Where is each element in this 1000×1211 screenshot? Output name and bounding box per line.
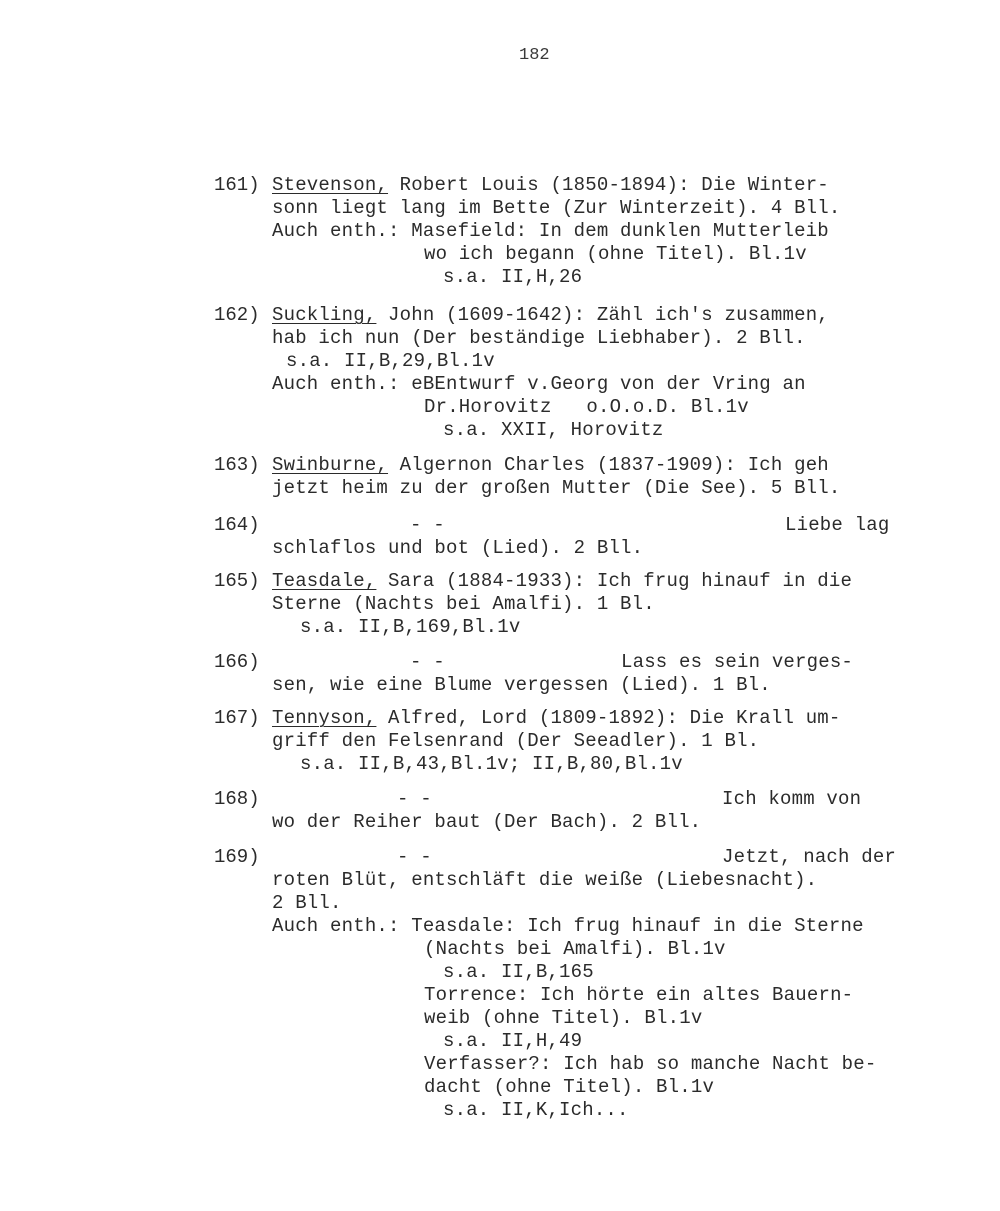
cross-reference: s.a. II,K,Ich... (443, 1099, 629, 1121)
entry-number: 166) (214, 651, 260, 673)
entry-line: wo ich begann (ohne Titel). Bl.1v (424, 243, 807, 265)
entry-line: Auch enth.: Masefield: In dem dunklen Mutterleib (272, 220, 829, 242)
entry-line: Tennyson, Alfred, Lord (1809-1892): Die Krall um- (272, 707, 841, 729)
entry-line: sonn liegt lang im Bette (Zur Winterzeit). 4 Bll. (272, 197, 841, 219)
entry-line: Auch enth.: Teasdale: Ich frug hinauf in die Sterne (272, 915, 864, 937)
cross-reference: s.a. II,H,49 (443, 1030, 583, 1052)
entry-line: Sterne (Nachts bei Amalfi). 1 Bl. (272, 593, 655, 615)
entry-line: Auch enth.: eBEntwurf v.Georg von der Vring an (272, 373, 806, 395)
entry-line: Verfasser?: Ich hab so manche Nacht be- (424, 1053, 877, 1075)
author-name: Suckling, (272, 304, 377, 326)
ditto-dash: - - (410, 514, 445, 536)
entry-line: Teasdale, Sara (1884-1933): Ich frug hinauf in die (272, 570, 853, 592)
ditto-dash: - - (410, 651, 445, 673)
entry-line: Torrence: Ich hörte ein altes Bauern- (424, 984, 854, 1006)
entry-line: jetzt heim zu der großen Mutter (Die See). 5 Bll. (272, 477, 841, 499)
entry-line: Stevenson, Robert Louis (1850-1894): Die Winter- (272, 174, 829, 196)
entry-line: griff den Felsenrand (Der Seeadler). 1 Bl. (272, 730, 760, 752)
entry-line: Ich komm von (722, 788, 862, 810)
entry-line: Suckling, John (1609-1642): Zähl ich's zusammen, (272, 304, 829, 326)
cross-reference: s.a. II,B,43,Bl.1v; II,B,80,Bl.1v (300, 753, 683, 775)
entry-number: 161) (214, 174, 260, 196)
entry-line: Dr.Horovitz o.O.o.D. Bl.1v (424, 396, 749, 418)
entry-line: hab ich nun (Der beständige Liebhaber). 2 Bll. (272, 327, 806, 349)
entry-number: 168) (214, 788, 260, 810)
page-number: 182 (519, 46, 550, 65)
entry-line: 2 Bll. (272, 892, 342, 914)
entry-line: wo der Reiher baut (Der Bach). 2 Bll. (272, 811, 702, 833)
author-name: Tennyson, (272, 707, 377, 729)
entry-number: 163) (214, 454, 260, 476)
entry-line: roten Blüt, entschläft die weiße (Liebesnacht). (272, 869, 818, 891)
cross-reference: s.a. II,H,26 (443, 266, 583, 288)
entry-number: 169) (214, 846, 260, 868)
entry-line: schlaflos und bot (Lied). 2 Bll. (272, 537, 644, 559)
entry-number: 165) (214, 570, 260, 592)
entry-line: Liebe lag (785, 514, 890, 536)
entry-line: dacht (ohne Titel). Bl.1v (424, 1076, 715, 1098)
ditto-dash: - - (397, 788, 432, 810)
cross-reference: s.a. II,B,169,Bl.1v (300, 616, 521, 638)
entry-line: (Nachts bei Amalfi). Bl.1v (424, 938, 726, 960)
author-name: Swinburne, (272, 454, 389, 476)
cross-reference: s.a. II,B,165 (443, 961, 594, 983)
entry-line: weib (ohne Titel). Bl.1v (424, 1007, 703, 1029)
entry-number: 167) (214, 707, 260, 729)
author-name: Teasdale, (272, 570, 377, 592)
ditto-dash: - - (397, 846, 432, 868)
author-name: Stevenson, (272, 174, 389, 196)
entry-line: Swinburne, Algernon Charles (1837-1909): Ich geh (272, 454, 829, 476)
entry-number: 164) (214, 514, 260, 536)
cross-reference: s.a. XXII, Horovitz (443, 419, 664, 441)
entry-number: 162) (214, 304, 260, 326)
entry-line: sen, wie eine Blume vergessen (Lied). 1 Bl. (272, 674, 771, 696)
cross-reference: s.a. II,B,29,Bl.1v (286, 350, 495, 372)
entry-line: Jetzt, nach der (722, 846, 897, 868)
entry-line: Lass es sein verges- (621, 651, 854, 673)
